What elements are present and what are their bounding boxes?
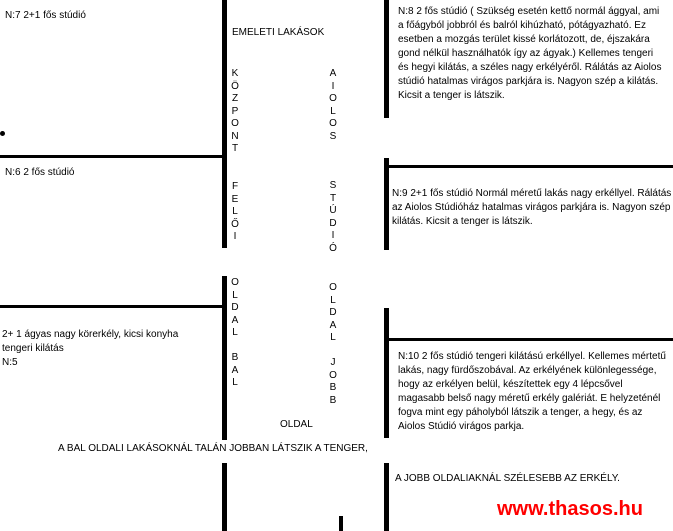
room-label-n5: N:5 <box>2 357 18 368</box>
divider-n7-n6 <box>0 155 227 158</box>
website-link[interactable]: www.thasos.hu <box>497 498 643 520</box>
divider-n9-n10 <box>386 338 673 341</box>
corridor-label-oldal: OLDAL <box>280 419 313 430</box>
wall-marker-dot <box>384 314 389 319</box>
room-n9-description: N:9 2+1 fős stúdió Normál méretű lakás nagy erkéllyel. Rálátás az Aiolos Stúdióház hatalmas virágos parkjára is. Nagyon szép kilátás. Kicsit a tenger is látszik. <box>392 188 672 227</box>
wall-marker-dot <box>0 131 5 136</box>
right-wall-line-upper <box>384 0 389 118</box>
room-n8-description: N:8 2 fős stúdió ( Szükség esetén kettő normál ággyal, ami a főágyból jobbról és balról kihúzható, pótágyazható. Ez esetben a mozgás terület kissé korlátozott, de, éjszakára gond nélkül használhatók így az ágyak.) Kellemes tengeri és hegyi kilátás, a széles nagy erkélyéről. Rálátás az Aiolos stúdió hatalmas virágos parkjára is. Nagyon szép a kilátás. Kicsit a tenger is látszik. <box>398 6 662 101</box>
left-wall-line-bottom <box>222 463 227 531</box>
vertical-label-bal-oldal: O L D A L B A L <box>231 277 239 388</box>
right-wall-line-bottom <box>384 463 389 531</box>
left-wall-line-upper <box>222 0 227 248</box>
right-wall-line-lower <box>384 308 389 438</box>
divider-n6-n5 <box>0 305 227 308</box>
room-n5-description-line2: tengeri kilátás <box>2 343 64 354</box>
wall-marker-dot <box>384 161 389 166</box>
left-side-note: A BAL OLDALI LAKÁSOKNÁL TALÁN JOBBAN LÁTSZIK A TENGER, <box>58 443 368 454</box>
vertical-label-aiolos: A I O L O S <box>329 68 337 142</box>
room-label-n7: N:7 2+1 fős stúdió <box>5 10 86 21</box>
vertical-label-feloi: F E L Ő I <box>231 181 239 242</box>
room-label-n6: N:6 2 fős stúdió <box>5 167 75 178</box>
room-n10-description: N:10 2 fős stúdió tengeri kilátású erkéllyel. Kellemes mértetű lakás, nagy fürdőszobával. Az erkélyének különlegessége, hogy az erkélyen belül, készítettek egy 4 lépcsővel magasabb belső nagy méretű erkély galériát. E helyzeténél fogva mint egy páholyból látszik a tenger, a hegy, és az Aiolos Stúdió virágos parkja. <box>398 351 666 432</box>
divider-n8-n9 <box>386 165 673 168</box>
vertical-label-jobb-oldal: O L D A L J O B B <box>329 282 337 406</box>
bottom-stub-line <box>339 516 343 531</box>
vertical-label-kozpont: K Ö Z P O N T <box>231 68 239 154</box>
vertical-label-studio: S T Ú D I Ó <box>329 180 337 254</box>
right-wall-line-mid <box>384 158 389 250</box>
room-n5-description-line1: 2+ 1 ágyas nagy körerkély, kicsi konyha <box>2 329 179 340</box>
left-wall-line-lower <box>222 276 227 440</box>
right-side-note: A JOBB OLDALIAKNÁL SZÉLESEBB AZ ERKÉLY. <box>395 473 620 484</box>
section-title-upper-floor: EMELETI LAKÁSOK <box>232 27 325 38</box>
